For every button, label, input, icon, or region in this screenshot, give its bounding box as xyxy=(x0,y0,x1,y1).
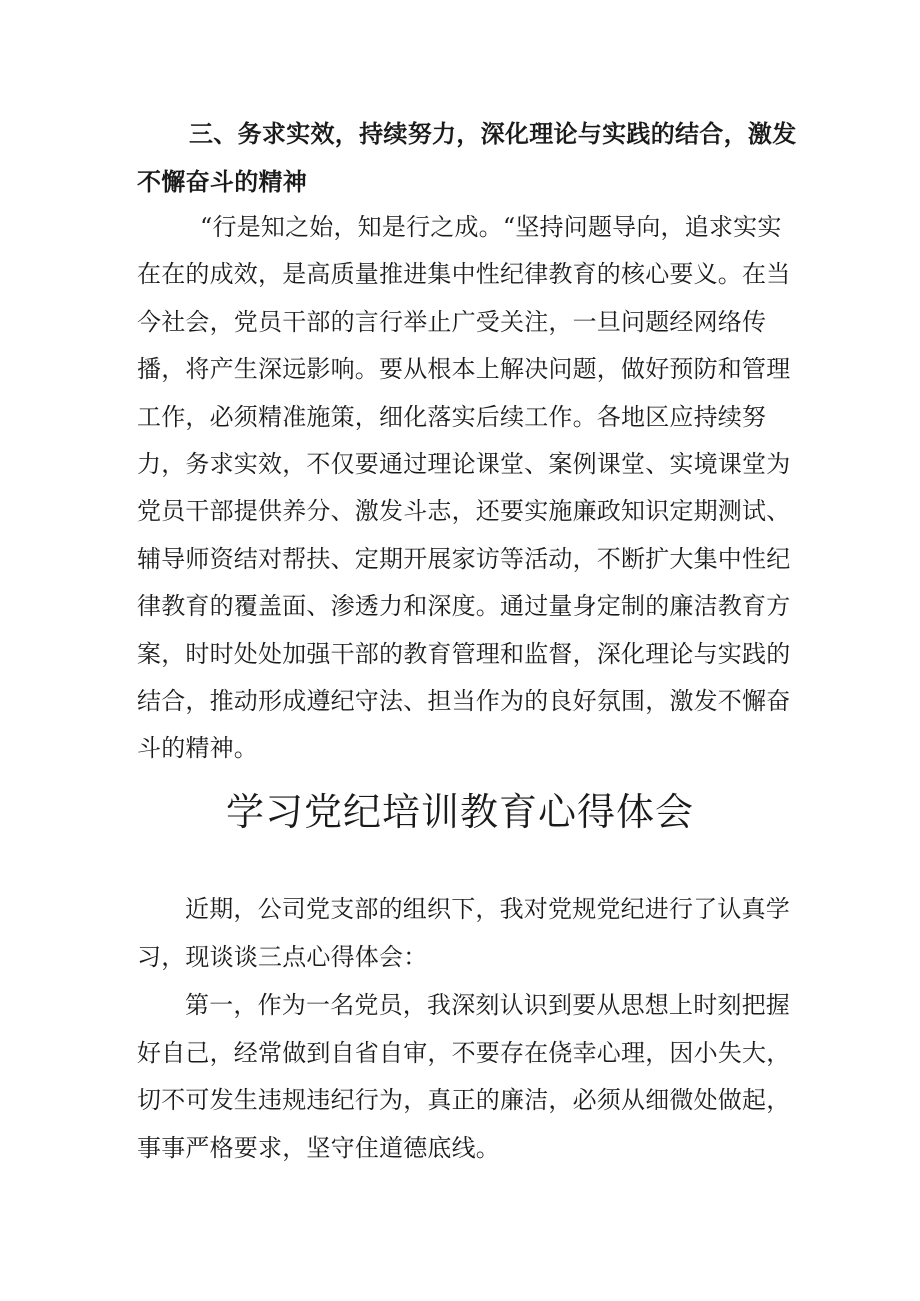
article-title: 学习党纪培训教育心得体会 xyxy=(225,790,694,834)
article-intro: 近期，公司党支部的组织下，我对党规党纪进行了认真学习，现谈谈三点心得体会： xyxy=(137,895,790,971)
article-point-1: 第一，作为一名党员，我深刻认识到要从思想上时刻把握好自己，经常做到自省自审，不要存在侥幸心理，因小失大，切不可发生违规违纪行为，真正的廉洁，必须从细微处做起，事事严格要求，坚守住道德底线。 xyxy=(137,991,791,1162)
section-paragraph: “行是知之始，知是行之成。“坚持问题导向，追求实实在在的成效，是高质量推进集中性纪律教育的核心要义。在当今社会，党员干部的言行举止广受关注，一旦问题经网络传播，将产生深远影响。要从根本上解决问题，做好预防和管理工作，必须精准施策，细化落实后续工作。各地区应持续努力，务求实效，不仅要通过理论课堂、案例课堂、实境课堂为党员干部提供养分、激发斗志，还要实施廉政知识定期测试、辅导师资结对帮扶、定期开展家访等活动，不断扩大集中性纪律教育的覆盖面、渗透力和深度。通过量身定制的廉洁教育方案，时时处处加强干部的教育管理和监督，深化理论与实践的结合，推动形成遵纪守法、担当作为的良好氛围，激发不懈奋斗的精神。 xyxy=(137,213,791,763)
section-heading: 三、务求实效，持续努力，深化理论与实践的结合，激发不懈奋斗的精神 xyxy=(137,120,797,196)
